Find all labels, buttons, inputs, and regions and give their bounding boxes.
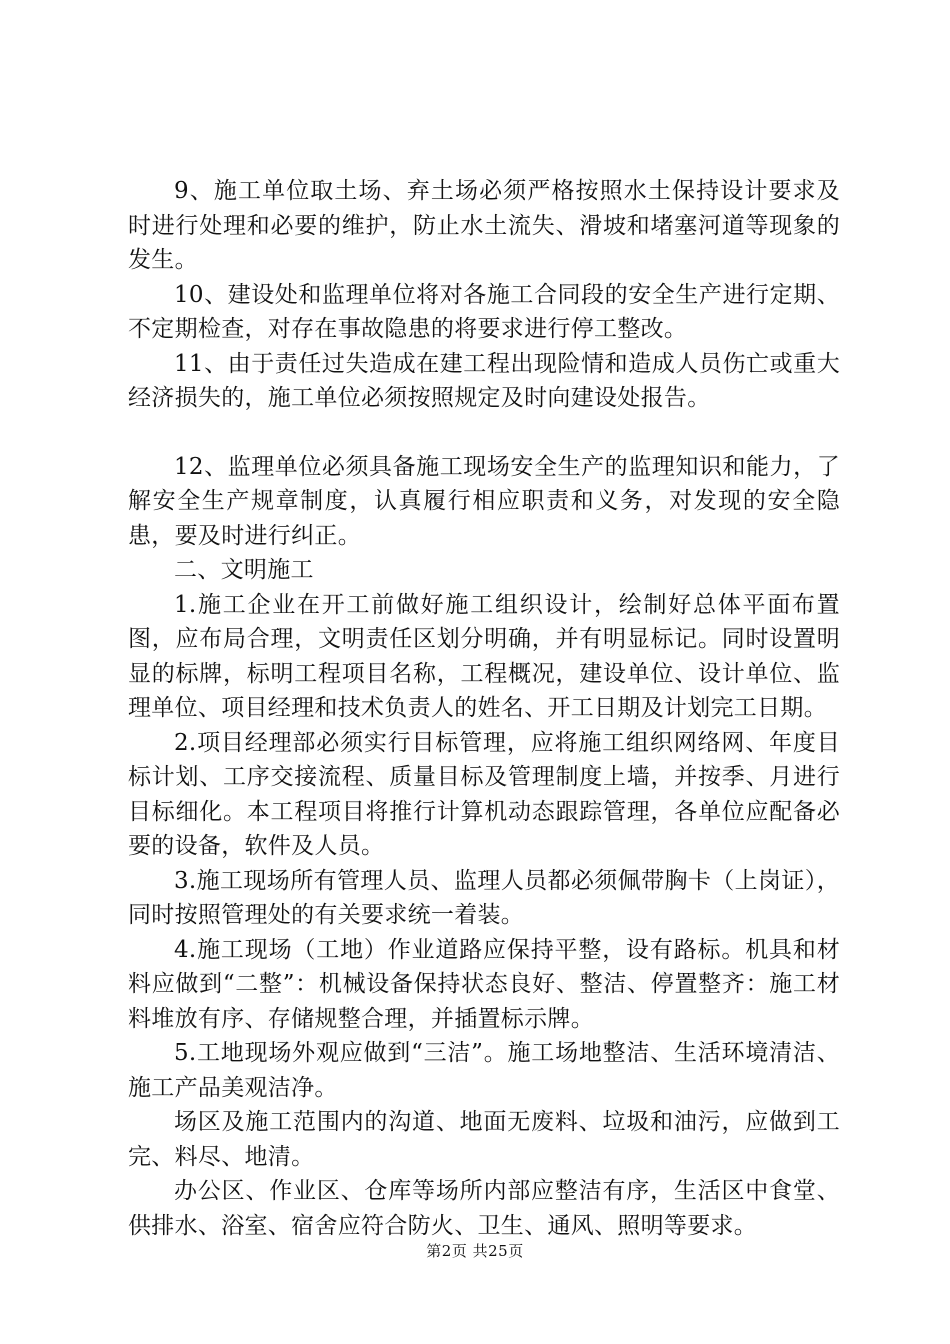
document-body <box>128 174 840 1243</box>
paragraph-site-cleanliness: 场区及施工范围内的沟道、地面无废料、垃圾和油污，应做到工完、料尽、地清。 <box>128 1109 840 1170</box>
page-number-footer: 第2页 共25页 <box>426 1242 524 1260</box>
paragraph-12: 12、监理单位必须具备施工现场安全生产的监理知识和能力，了解安全生产规章制度，认真履行相应职责和义务，对发现的安全隐患，要及时进行纠正。 <box>128 453 840 549</box>
paragraph-10: 10、建设处和监理单位将对各施工合同段的安全生产进行定期、不定期检查，对存在事故隐患的将要求进行停工整改。 <box>128 281 840 342</box>
paragraph-9: 9、施工单位取土场、弃土场必须严格按照水土保持设计要求及时进行处理和必要的维护，防止水土流失、滑坡和堵塞河道等现象的发生。 <box>128 178 840 273</box>
paragraph-item-3: 3.施工现场所有管理人员、监理人员都必须佩带胸卡（上岗证），同时按照管理处的有关要求统一着装。 <box>128 867 840 928</box>
paragraph-item-1: 1.施工企业在开工前做好施工组织设计，绘制好总体平面布置图，应布局合理，文明责任区划分明确，并有明显标记。同时设置明显的标牌，标明工程项目名称，工程概况，建设单位、设计单位、监理单位、项目经理和技术负责人的姓名、开工日期及计划完工日期。 <box>128 591 840 721</box>
paragraph-item-5: 5.工地现场外观应做到“三洁”。施工场地整洁、生活环境清洁、施工产品美观洁净。 <box>128 1040 840 1101</box>
paragraph-office-area: 办公区、作业区、仓库等场所内部应整洁有序，生活区中食堂、供排水、浴室、宿舍应符合防火、卫生、通风、照明等要求。 <box>128 1178 840 1239</box>
paragraph-item-4: 4.施工现场（工地）作业道路应保持平整，设有路标。机具和材料应做到“二整”：机械设备保持状态良好、整洁、停置整齐：施工材料堆放有序、存储规整合理，并插置标示牌。 <box>128 936 840 1032</box>
paragraph-item-2: 2.项目经理部必须实行目标管理，应将施工组织网络网、年度目标计划、工序交接流程、质量目标及管理制度上墙，并按季、月进行目标细化。本工程项目将推行计算机动态跟踪管理，各单位应配备必要的设备，软件及人员。 <box>128 729 840 859</box>
section-heading-civilized-construction: 二、文明施工 <box>174 557 314 583</box>
paragraph-11: 11、由于责任过失造成在建工程出现险情和造成人员伤亡或重大经济损失的，施工单位必须按照规定及时向建设处报告。 <box>128 350 840 411</box>
